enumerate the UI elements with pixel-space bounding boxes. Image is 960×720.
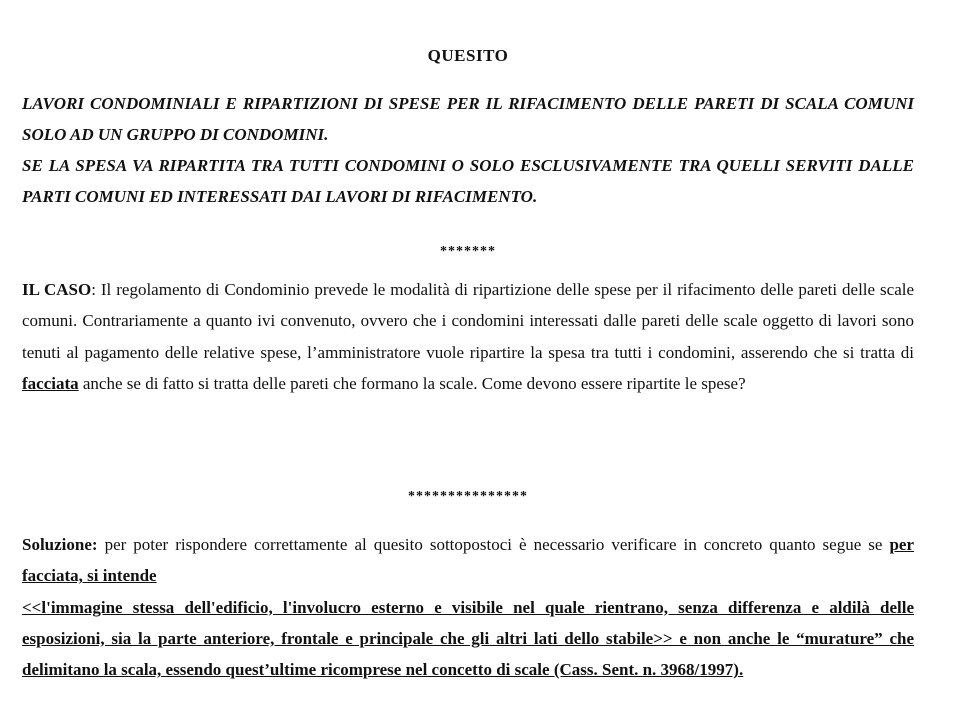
solution-label: Soluzione: [22,535,98,554]
case-text-2: anche se di fatto si tratta delle pareti che formano la scale. Come devono essere ripartite le spese? [78,373,746,393]
solution-paragraph [22,529,914,685]
subject-line-2: SE LA SPESA VA RIPARTITA TRA TUTTI CONDOMINI O SOLO ESCLUSIVAMENTE TRA QUELLI SERVITI DALLE PARTI COMUNI ED INTERESSATI DAI LAVORI DI RIFACIMENTO. [22,156,914,206]
question-subject [22,88,914,212]
document-title: QUESITO [427,46,509,65]
solution-quote: <<l'immagine stessa dell'edificio, l'involucro esterno e visibile nel quale rientrano, senza differenza e aldilà delle esposizioni, sia la parte anteriore, frontale e principale che gli altri lati dello stabile>> e non anche le “murature” che delimitano la scala, essendo quest’ultime ricomprese nel concetto di scale (Cass. Sent. n. 3968/1997). [22,597,914,680]
facciata-highlight: facciata [22,373,79,393]
case-paragraph [22,274,914,399]
case-label: IL CASO [22,280,92,299]
case-text-1: : Il regolamento di Condominio prevede le modalità di ripartizione delle spese per il rifacimento delle pareti delle scale comuni. Contrariamente a quanto ivi convenuto, ovvero che i condomini interessati dalle pareti delle scale oggetto di lavori sono tenuti al pagamento delle relative spese, l’amministratore vuole ripartire la spesa tra tutti i condomini, asserendo che si tratta di [22,280,915,362]
section-separator-2: *************** [408,489,528,504]
subject-line-1: LAVORI CONDOMINIALI E RIPARTIZIONI DI SPESE PER IL RIFACIMENTO DELLE PARETI DI SCALA COMUNI SOLO AD UN GRUPPO DI CONDOMINI. [22,94,914,144]
section-separator: ******* [440,244,496,259]
solution-underlined-intro: per facciata, si intende [22,535,914,586]
solution-text: per poter rispondere correttamente al quesito sottopostoci è necessario verificare in concreto quanto segue se [97,535,890,554]
